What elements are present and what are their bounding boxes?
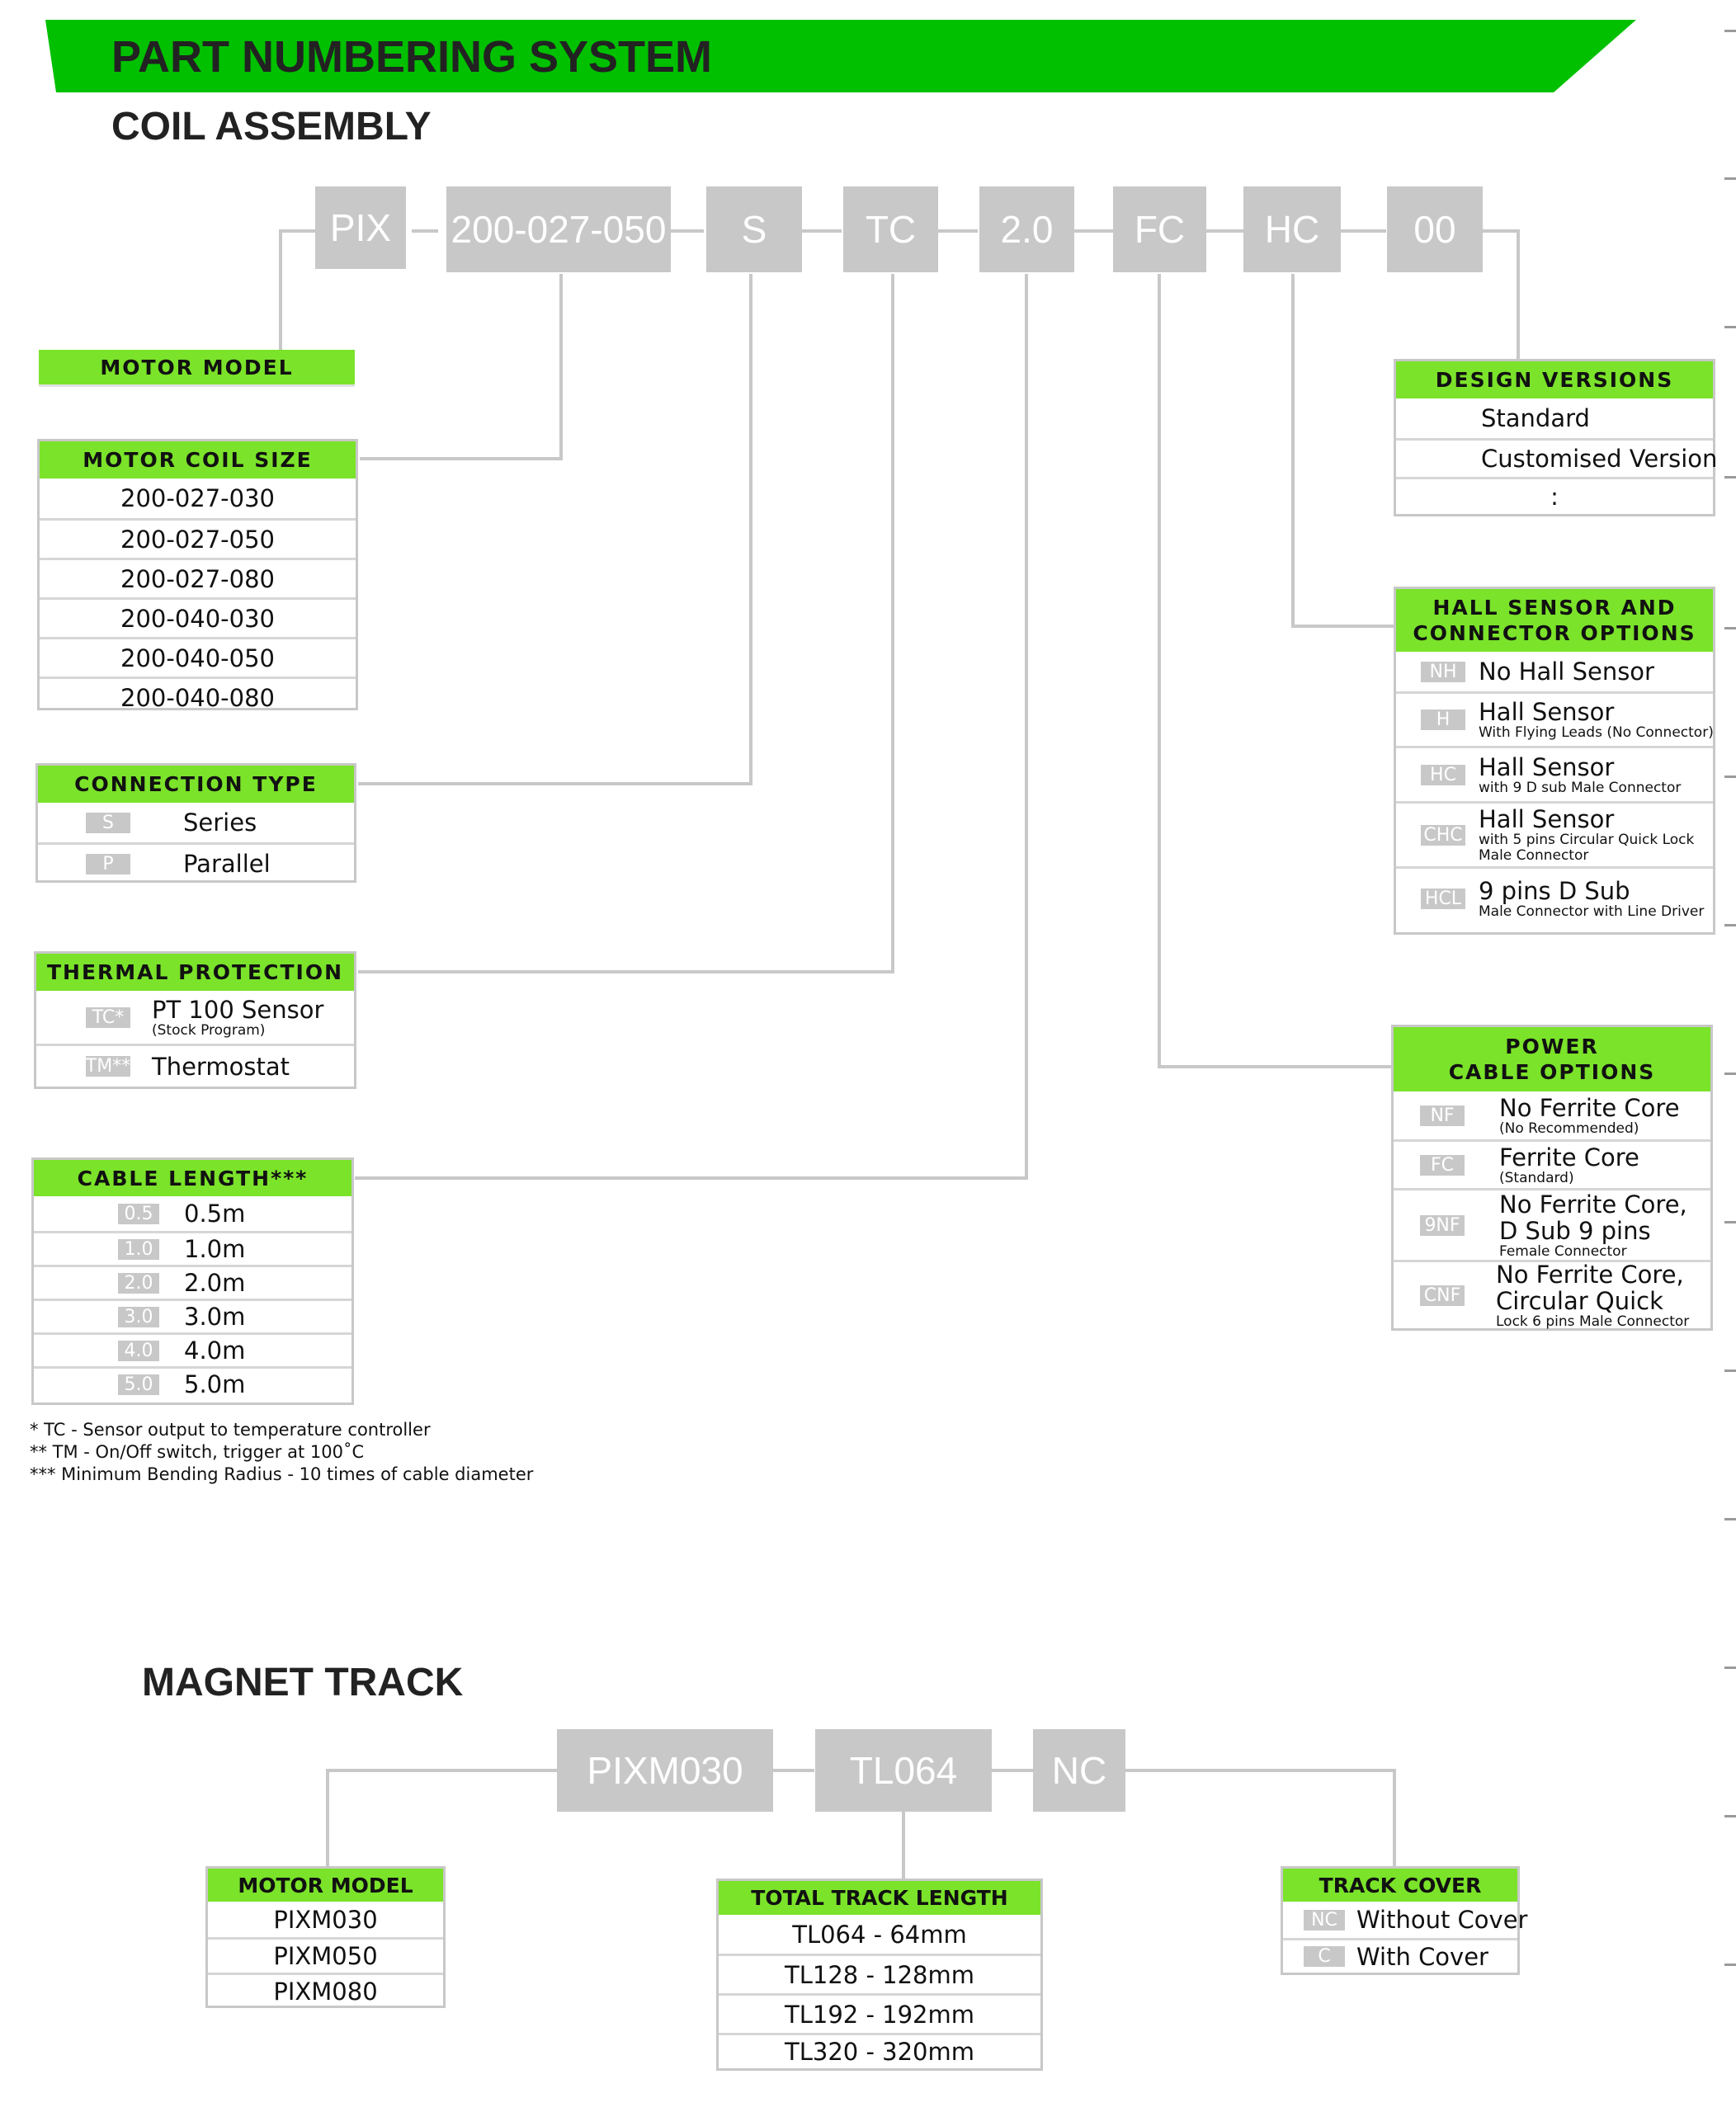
cable-length-label: 2.0m bbox=[184, 1269, 246, 1297]
code-badge: 4.0 bbox=[118, 1341, 159, 1361]
power-heading-line1: POWER bbox=[1505, 1035, 1599, 1058]
code-badge: HCL bbox=[1421, 889, 1465, 909]
cable-length-label: 0.5m bbox=[184, 1200, 246, 1228]
code-badge: C bbox=[1304, 1946, 1345, 1967]
thermal-label: Thermostat bbox=[152, 1052, 290, 1081]
code-badge: TC* bbox=[86, 1007, 130, 1028]
hall-sublabel: With Flying Leads (No Connector) bbox=[1479, 724, 1714, 741]
track-length-row: TL128 - 128mm bbox=[719, 1954, 1040, 1993]
code-badge: TM** bbox=[85, 1056, 131, 1077]
track-cover-heading: TRACK COVER bbox=[1283, 1869, 1517, 1902]
power-label-2: D Sub 9 pins bbox=[1499, 1216, 1651, 1245]
coil-size-row: 200-040-080 bbox=[40, 676, 356, 716]
connection-label: Series bbox=[183, 808, 257, 837]
thermal-row bbox=[36, 991, 354, 1044]
code-badge: CHC bbox=[1421, 825, 1465, 846]
edge-tick bbox=[1724, 326, 1736, 328]
power-option-row bbox=[1394, 1139, 1710, 1188]
code-badge: S bbox=[86, 813, 130, 833]
hall-sublabel: Male Connector with Line Driver bbox=[1479, 903, 1705, 920]
cable-length-row bbox=[34, 1299, 351, 1332]
coil-size-row: 200-040-050 bbox=[40, 637, 356, 676]
footnote: ** TM - On/Off switch, trigger at 100˚C bbox=[30, 1442, 365, 1462]
track-cover-table bbox=[1281, 1866, 1528, 1975]
edge-tick bbox=[1724, 1072, 1736, 1075]
track-cover-row bbox=[1283, 1902, 1528, 1938]
edge-tick bbox=[1724, 1964, 1736, 1966]
connection-label: Parallel bbox=[183, 850, 271, 878]
design-version-row: Customised Version bbox=[1396, 438, 1713, 477]
power-cable-table bbox=[1391, 1025, 1713, 1331]
cable-length-row bbox=[34, 1332, 351, 1366]
thermal-protection-heading: THERMAL PROTECTION bbox=[36, 954, 354, 991]
design-versions-table bbox=[1394, 359, 1718, 516]
code-hall-sensor: HC bbox=[1243, 186, 1341, 272]
connection-type-table bbox=[35, 763, 356, 883]
edge-tick bbox=[1724, 924, 1736, 926]
cable-length-label: 4.0m bbox=[184, 1336, 246, 1365]
code-badge: 0.5 bbox=[118, 1204, 159, 1224]
hall-option-row bbox=[1396, 691, 1713, 746]
hall-label: 9 pins D Sub bbox=[1479, 877, 1630, 905]
motor-coil-size-heading: MOTOR COIL SIZE bbox=[40, 441, 356, 478]
hall-sublabel-2: Male Connector bbox=[1479, 847, 1589, 864]
hall-sensor-table bbox=[1394, 587, 1715, 935]
edge-tick bbox=[1724, 1518, 1736, 1520]
edge-tick bbox=[1724, 776, 1736, 778]
track-cover-label: Without Cover bbox=[1356, 1906, 1528, 1934]
footnote: *** Minimum Bending Radius - 10 times of cable diameter bbox=[30, 1464, 534, 1484]
track-length-row: TL192 - 192mm bbox=[719, 1993, 1040, 2033]
coil-size-row: 200-040-030 bbox=[40, 597, 356, 637]
track-motor-model-heading: MOTOR MODEL bbox=[208, 1869, 443, 1902]
connection-row bbox=[38, 842, 354, 883]
design-version-row: : bbox=[1396, 477, 1713, 514]
code-cable-length: 2.0 bbox=[979, 186, 1074, 272]
code-thermal: TC bbox=[843, 186, 938, 272]
cable-length-label: 3.0m bbox=[184, 1303, 246, 1331]
coil-size-row: 200-027-080 bbox=[40, 558, 356, 597]
code-badge: NF bbox=[1420, 1106, 1465, 1126]
code-badge: 9NF bbox=[1420, 1215, 1465, 1236]
thermal-sublabel: (Stock Program) bbox=[152, 1021, 266, 1039]
design-versions-heading: DESIGN VERSIONS bbox=[1396, 361, 1713, 398]
edge-tick bbox=[1724, 1815, 1736, 1817]
edge-tick bbox=[1724, 1370, 1736, 1372]
cable-length-heading: CABLE LENGTH*** bbox=[34, 1160, 351, 1196]
track-motor-model-row: PIXM030 bbox=[273, 1905, 378, 1934]
power-sublabel: Lock 6 pins Male Connector bbox=[1496, 1313, 1690, 1330]
hall-option-row bbox=[1396, 746, 1713, 801]
hall-sublabel: with 9 D sub Male Connector bbox=[1479, 779, 1682, 796]
hall-label: No Hall Sensor bbox=[1479, 658, 1654, 686]
cable-length-table bbox=[31, 1157, 354, 1405]
track-motor-model-table bbox=[205, 1866, 446, 2008]
connection-row bbox=[38, 803, 354, 842]
edge-tick bbox=[1724, 627, 1736, 629]
track-length-heading: TOTAL TRACK LENGTH bbox=[719, 1881, 1040, 1915]
code-badge: P bbox=[86, 854, 130, 874]
track-cover-label: With Cover bbox=[1356, 1942, 1488, 1971]
section-title-magnet-track: MAGNET TRACK bbox=[142, 1661, 464, 1704]
track-length-row: TL064 - 64mm bbox=[792, 1920, 967, 1949]
code-track-cover: NC bbox=[1033, 1729, 1125, 1812]
hall-sublabel: with 5 pins Circular Quick Lock bbox=[1479, 832, 1695, 848]
power-sublabel: (No Recommended) bbox=[1499, 1120, 1639, 1137]
coil-size-row: 200-027-030 bbox=[120, 484, 275, 512]
power-option-row bbox=[1394, 1260, 1710, 1328]
cable-length-row bbox=[34, 1265, 351, 1299]
hall-option-row bbox=[1396, 866, 1713, 929]
cable-length-row bbox=[34, 1366, 351, 1400]
edge-tick bbox=[1724, 1666, 1736, 1669]
hall-sensor-heading bbox=[1396, 589, 1713, 652]
track-length-table bbox=[716, 1879, 1043, 2071]
cable-length-label: 5.0m bbox=[184, 1370, 246, 1398]
thermal-label: PT 100 Sensor bbox=[152, 995, 324, 1024]
code-badge: NH bbox=[1421, 662, 1465, 682]
hall-label: Hall Sensor bbox=[1479, 698, 1615, 726]
footnotes bbox=[30, 1419, 533, 1486]
code-connection: S bbox=[706, 186, 802, 272]
power-heading-line2: CABLE OPTIONS bbox=[1448, 1060, 1656, 1084]
footnote: * TC - Sensor output to temperature controller bbox=[30, 1420, 431, 1440]
cable-length-label: 1.0m bbox=[184, 1235, 246, 1263]
track-length-row: TL320 - 320mm bbox=[719, 2033, 1040, 2068]
thermal-row bbox=[36, 1044, 354, 1087]
hall-option-row bbox=[1396, 652, 1713, 691]
connection-type-heading: CONNECTION TYPE bbox=[38, 766, 354, 803]
code-track-motor-model: PIXM030 bbox=[557, 1729, 773, 1812]
code-track-length: TL064 bbox=[815, 1729, 992, 1812]
code-power-cable: FC bbox=[1113, 186, 1206, 272]
power-cable-heading bbox=[1394, 1027, 1710, 1091]
track-cover-row bbox=[1283, 1938, 1517, 1973]
power-option-row bbox=[1394, 1188, 1710, 1260]
hall-label: Hall Sensor bbox=[1479, 752, 1615, 781]
code-badge: 3.0 bbox=[118, 1307, 159, 1327]
code-badge: CNF bbox=[1420, 1285, 1465, 1306]
power-sublabel: (Standard) bbox=[1499, 1169, 1574, 1186]
motor-coil-size-table bbox=[37, 439, 358, 710]
code-badge: FC bbox=[1420, 1155, 1465, 1176]
code-badge: NC bbox=[1304, 1910, 1345, 1930]
design-version-row: Standard bbox=[1481, 404, 1590, 432]
code-badge: 2.0 bbox=[118, 1273, 159, 1294]
code-badge: 5.0 bbox=[118, 1374, 159, 1395]
edge-tick bbox=[1724, 1221, 1736, 1223]
hall-label: Hall Sensor bbox=[1479, 805, 1615, 833]
code-badge: H bbox=[1421, 710, 1465, 730]
power-label: Ferrite Core bbox=[1499, 1143, 1639, 1172]
code-badge: 1.0 bbox=[118, 1239, 159, 1260]
cable-length-row bbox=[34, 1231, 351, 1265]
edge-tick bbox=[1724, 177, 1736, 180]
edge-tick bbox=[1724, 476, 1736, 478]
power-sublabel: Female Connector bbox=[1499, 1242, 1627, 1260]
hall-heading-line1: HALL SENSOR AND bbox=[1432, 596, 1677, 620]
code-badge: HC bbox=[1421, 765, 1465, 785]
track-motor-model-row: PIXM050 bbox=[208, 1937, 443, 1973]
code-motor-model: PIX bbox=[315, 186, 406, 269]
power-option-row bbox=[1394, 1091, 1710, 1139]
edge-tick bbox=[1724, 30, 1736, 32]
power-label: No Ferrite Core bbox=[1499, 1093, 1680, 1122]
power-label-2: Circular Quick bbox=[1496, 1286, 1663, 1315]
hall-option-row bbox=[1396, 801, 1713, 866]
code-coil-size: 200-027-050 bbox=[446, 186, 671, 272]
hall-heading-line2: CONNECTOR OPTIONS bbox=[1413, 621, 1696, 645]
coil-size-row: 200-027-050 bbox=[40, 518, 356, 558]
page-title: PART NUMBERING SYSTEM bbox=[111, 32, 713, 82]
power-label: No Ferrite Core, bbox=[1499, 1190, 1687, 1219]
section-title-coil-assembly: COIL ASSEMBLY bbox=[111, 105, 432, 148]
track-motor-model-row: PIXM080 bbox=[208, 1973, 443, 2008]
code-design-version: 00 bbox=[1387, 186, 1483, 272]
motor-model-heading: MOTOR MODEL bbox=[39, 350, 355, 387]
power-label: No Ferrite Core, bbox=[1496, 1260, 1684, 1289]
cable-length-row bbox=[34, 1196, 351, 1231]
thermal-protection-table bbox=[34, 951, 356, 1089]
